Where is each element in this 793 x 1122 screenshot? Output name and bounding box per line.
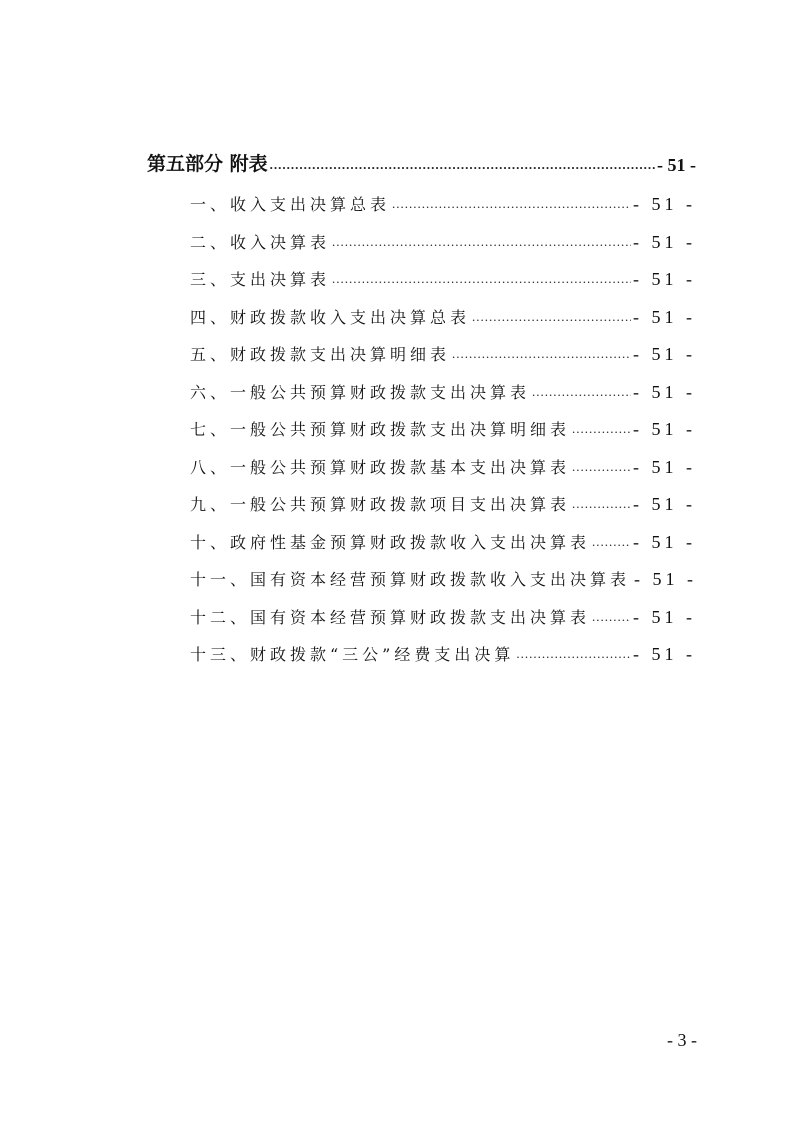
toc-entry-title: 四、财政拨款收入支出决算总表 xyxy=(190,307,471,327)
page-number: - 3 - xyxy=(667,1030,697,1050)
toc-leader-dots xyxy=(472,310,631,328)
toc-entry-page: - 51 - xyxy=(633,494,696,514)
toc-entry-page: - 51 - xyxy=(633,306,696,327)
toc-entry[interactable] xyxy=(0,485,793,515)
toc-entry-title: 五、财政拨款支出决算明细表 xyxy=(190,345,451,364)
toc-entry[interactable] xyxy=(0,560,793,590)
toc-entry-page: - 51 - xyxy=(633,531,696,552)
toc-entry-title: 三、支出决算表 xyxy=(190,270,331,289)
toc-leader-dots xyxy=(572,422,631,440)
toc-entry[interactable] xyxy=(0,185,793,215)
toc-entry-page: - 51 - xyxy=(634,569,698,589)
toc-leader-dots xyxy=(270,158,655,176)
toc-main-entry[interactable] xyxy=(0,146,793,176)
toc-leader-dots xyxy=(592,535,631,553)
toc-entry[interactable] xyxy=(0,335,793,365)
toc-entry-page: - 51 - xyxy=(633,381,696,402)
toc-leader-dots xyxy=(392,197,631,215)
toc-leader-dots xyxy=(332,235,631,253)
toc-entry-page: - 51 - xyxy=(633,269,696,289)
toc-entry[interactable] xyxy=(0,635,793,665)
toc-entry[interactable] xyxy=(0,410,793,440)
toc-main-page: - 51 - xyxy=(657,155,696,175)
toc-leader-dots xyxy=(516,647,631,665)
toc-entry-title: 十一、国有资本经营预算财政拨款收入支出决算表 xyxy=(190,570,631,589)
toc-entry-page: - 51 - xyxy=(633,194,696,214)
toc-entry[interactable] xyxy=(0,260,793,290)
toc-entry[interactable] xyxy=(0,523,793,553)
toc-entry-title: 十二、国有资本经营预算财政拨款支出决算表 xyxy=(190,607,591,627)
toc-entry-page: - 51 - xyxy=(633,344,696,364)
toc-entry-title: 十三、财政拨款“三公”经费支出决算 xyxy=(190,645,515,664)
toc-entry-title: 七、一般公共预算财政拨款支出决算明细表 xyxy=(190,420,571,439)
toc-entry-title: 九、一般公共预算财政拨款项目支出决算表 xyxy=(190,495,571,514)
toc-entry-title: 六、一般公共预算财政拨款支出决算表 xyxy=(190,382,531,402)
toc-entry-title: 二、收入决算表 xyxy=(190,232,331,252)
toc-entry-page: - 51 - xyxy=(633,456,696,477)
toc-entry[interactable] xyxy=(0,448,793,478)
toc-leader-dots xyxy=(572,460,631,478)
toc-entry[interactable] xyxy=(0,373,793,403)
toc-entry-page: - 51 - xyxy=(633,644,696,664)
toc-leader-dots xyxy=(572,497,631,515)
toc-entry-page: - 51 - xyxy=(633,231,696,252)
toc-entry-title: 八、一般公共预算财政拨款基本支出决算表 xyxy=(190,457,571,477)
toc-leader-dots xyxy=(332,272,631,290)
toc-main-title: 第五部分 附表 xyxy=(147,153,268,175)
toc-entry[interactable] xyxy=(0,298,793,328)
toc-entry-page: - 51 - xyxy=(633,419,696,439)
toc-entry[interactable] xyxy=(0,223,793,253)
toc-entry-page: - 51 - xyxy=(633,606,696,627)
toc-entry[interactable] xyxy=(0,598,793,628)
toc-leader-dots xyxy=(452,347,631,365)
toc-entry-title: 十、政府性基金预算财政拨款收入支出决算表 xyxy=(190,532,591,552)
toc-leader-dots xyxy=(592,610,631,628)
toc-entry-title: 一、收入支出决算总表 xyxy=(190,195,391,214)
toc-leader-dots xyxy=(532,385,631,403)
